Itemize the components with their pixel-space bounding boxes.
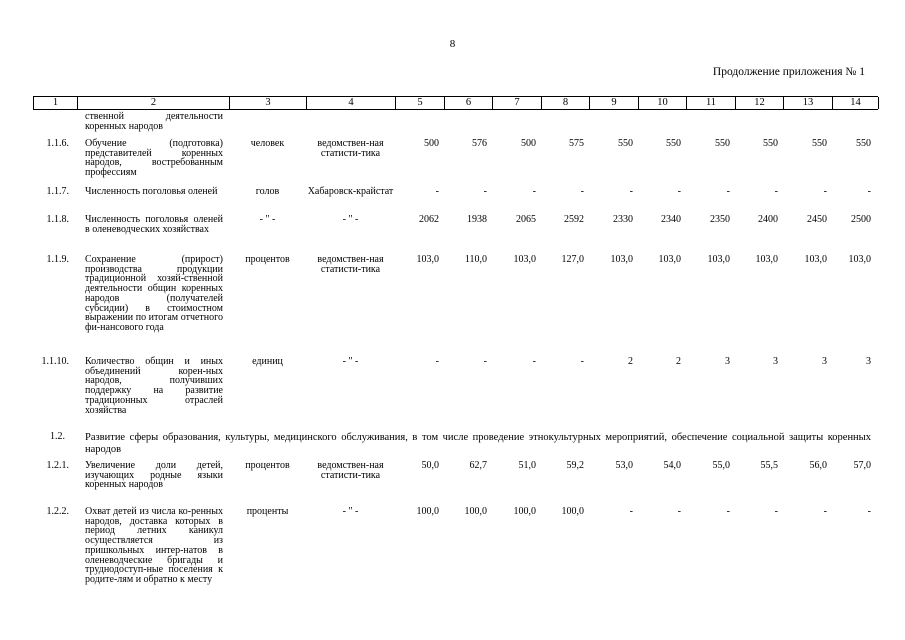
value-cell: 2592 (564, 214, 584, 225)
value-cell: 103,0 (848, 254, 871, 265)
source-cell: ведомствен-ная статисти-тика (317, 254, 384, 275)
value-cell: - (435, 186, 439, 197)
value-cell: 3 (773, 356, 778, 367)
value-cell: 51,0 (518, 460, 536, 471)
col-header-13: 13 (784, 97, 833, 109)
value-cell: - (726, 186, 730, 197)
row-number: 1.2.2. (46, 506, 69, 517)
value-cell: 103,0 (610, 254, 633, 265)
value-cell: - (532, 356, 536, 367)
value-cell: 53,0 (615, 460, 633, 471)
value-cell: 575 (569, 138, 584, 149)
value-cell: 576 (472, 138, 487, 149)
indicator-name: ственной деятельности коренных народов (85, 111, 223, 132)
row-number: 1.1.7. (46, 186, 69, 197)
value-cell: 103,0 (707, 254, 730, 265)
value-cell: 2 (628, 356, 633, 367)
col-header-2: 2 (78, 97, 230, 109)
value-cell: 550 (856, 138, 871, 149)
value-cell: 550 (715, 138, 730, 149)
unit-cell: голов (255, 186, 280, 197)
indicator-name: Численность поголовья оленей в оленеводческих хозяйствах (85, 214, 223, 235)
col-header-4: 4 (307, 97, 396, 109)
unit-cell: единиц (252, 356, 283, 367)
value-cell: - (677, 506, 681, 517)
data-table (33, 96, 878, 626)
row-number: 1.1.6. (46, 138, 69, 149)
value-cell: 50,0 (421, 460, 439, 471)
value-cell: 550 (666, 138, 681, 149)
section-title: Развитие сферы образования, культуры, медицинского обслуживания, в том числе проведение этнокультурных мероприятий, обеспечение социальной защиты коренных народов (85, 432, 871, 455)
source-cell: - " - (342, 214, 359, 225)
value-cell: 2400 (758, 214, 778, 225)
value-cell: 56,0 (809, 460, 827, 471)
indicator-name: Количество общин и иных объединений корен-ных народов, получивших поддержку на развитие традиционных отраслей хозяйства (85, 356, 223, 416)
value-cell: 2330 (613, 214, 633, 225)
value-cell: 3 (866, 356, 871, 367)
value-cell: - (580, 356, 584, 367)
source-cell: ведомствен-ная статисти-тика (317, 460, 384, 481)
value-cell: 103,0 (513, 254, 536, 265)
value-cell: - (823, 186, 827, 197)
value-cell: 3 (822, 356, 827, 367)
value-cell: - (629, 186, 633, 197)
value-cell: 100,0 (513, 506, 536, 517)
value-cell: - (629, 506, 633, 517)
unit-cell: процентов (245, 460, 290, 471)
value-cell: 55,0 (712, 460, 730, 471)
value-cell: 100,0 (416, 506, 439, 517)
row-number: 1.1.9. (46, 254, 69, 265)
value-cell: 62,7 (469, 460, 487, 471)
value-cell: 3 (725, 356, 730, 367)
col-header-9: 9 (590, 97, 639, 109)
value-cell: 100,0 (464, 506, 487, 517)
value-cell: - (774, 186, 778, 197)
value-cell: 103,0 (416, 254, 439, 265)
source-cell: - " - (342, 356, 359, 367)
value-cell: 127,0 (561, 254, 584, 265)
col-header-5: 5 (396, 97, 445, 109)
value-cell: - (532, 186, 536, 197)
value-cell: 2500 (851, 214, 871, 225)
col-header-12: 12 (736, 97, 784, 109)
value-cell: - (677, 186, 681, 197)
col-header-14: 14 (833, 97, 879, 109)
value-cell: 550 (812, 138, 827, 149)
continuation-heading: Продолжение приложения № 1 (712, 66, 865, 78)
source-cell: ведомствен-ная статисти-тика (317, 138, 384, 159)
col-header-7: 7 (493, 97, 542, 109)
value-cell: 1938 (467, 214, 487, 225)
value-cell: - (435, 356, 439, 367)
value-cell: - (823, 506, 827, 517)
value-cell: - (580, 186, 584, 197)
value-cell: 2450 (807, 214, 827, 225)
table-header-row (33, 96, 878, 110)
row-number: 1.1.8. (46, 214, 69, 225)
col-header-11: 11 (687, 97, 736, 109)
value-cell: 500 (521, 138, 536, 149)
col-header-10: 10 (639, 97, 687, 109)
value-cell: 57,0 (853, 460, 871, 471)
col-header-3: 3 (230, 97, 307, 109)
value-cell: - (726, 506, 730, 517)
value-cell: 59,2 (566, 460, 584, 471)
unit-cell: человек (250, 138, 285, 149)
section-number: 1.2. (50, 431, 65, 442)
value-cell: - (867, 506, 871, 517)
value-cell: 103,0 (658, 254, 681, 265)
value-cell: - (867, 186, 871, 197)
indicator-name: Охват детей из числа ко-ренных народов, доставка которых в период летних каникул осуществляется из пришкольных интер-натов в оленеводческие бригады и труднодоступ-ные поселения к родите-лям и обратно к месту (85, 506, 223, 585)
indicator-name: Обучение (подготовка) представителей коренных народов, востребованным профессиям (85, 138, 223, 179)
col-header-1: 1 (34, 97, 78, 109)
col-header-6: 6 (445, 97, 493, 109)
row-number: 1.2.1. (46, 460, 69, 471)
page-number: 8 (449, 38, 456, 50)
indicator-name: Сохранение (прирост) производства продукции традиционной хозяй-ственной деятельности общин коренных народов (получателей субсидии) в стоимостном выражении по итогам отчетного фи-нансового года (85, 254, 223, 333)
indicator-name: Численность поголовья оленей (85, 186, 218, 197)
value-cell: 2350 (710, 214, 730, 225)
value-cell: 54,0 (663, 460, 681, 471)
value-cell: 103,0 (804, 254, 827, 265)
value-cell: 103,0 (755, 254, 778, 265)
value-cell: 100,0 (561, 506, 584, 517)
value-cell: 550 (618, 138, 633, 149)
col-header-8: 8 (542, 97, 590, 109)
value-cell: 2340 (661, 214, 681, 225)
value-cell: - (774, 506, 778, 517)
value-cell: 110,0 (464, 254, 487, 265)
unit-cell: проценты (246, 506, 289, 517)
source-cell: - " - (342, 506, 359, 517)
indicator-name: Увеличение доли детей, изучающих родные языки коренных народов (85, 460, 223, 491)
unit-cell: процентов (245, 254, 290, 265)
value-cell: 500 (424, 138, 439, 149)
value-cell: - (483, 356, 487, 367)
value-cell: 2 (676, 356, 681, 367)
value-cell: 550 (763, 138, 778, 149)
value-cell: 2062 (419, 214, 439, 225)
value-cell: - (483, 186, 487, 197)
row-number: 1.1.10. (41, 356, 69, 367)
unit-cell: - " - (259, 214, 276, 225)
value-cell: 55,5 (760, 460, 778, 471)
source-cell: Хабаровск-крайстат (307, 186, 394, 197)
value-cell: 2065 (516, 214, 536, 225)
